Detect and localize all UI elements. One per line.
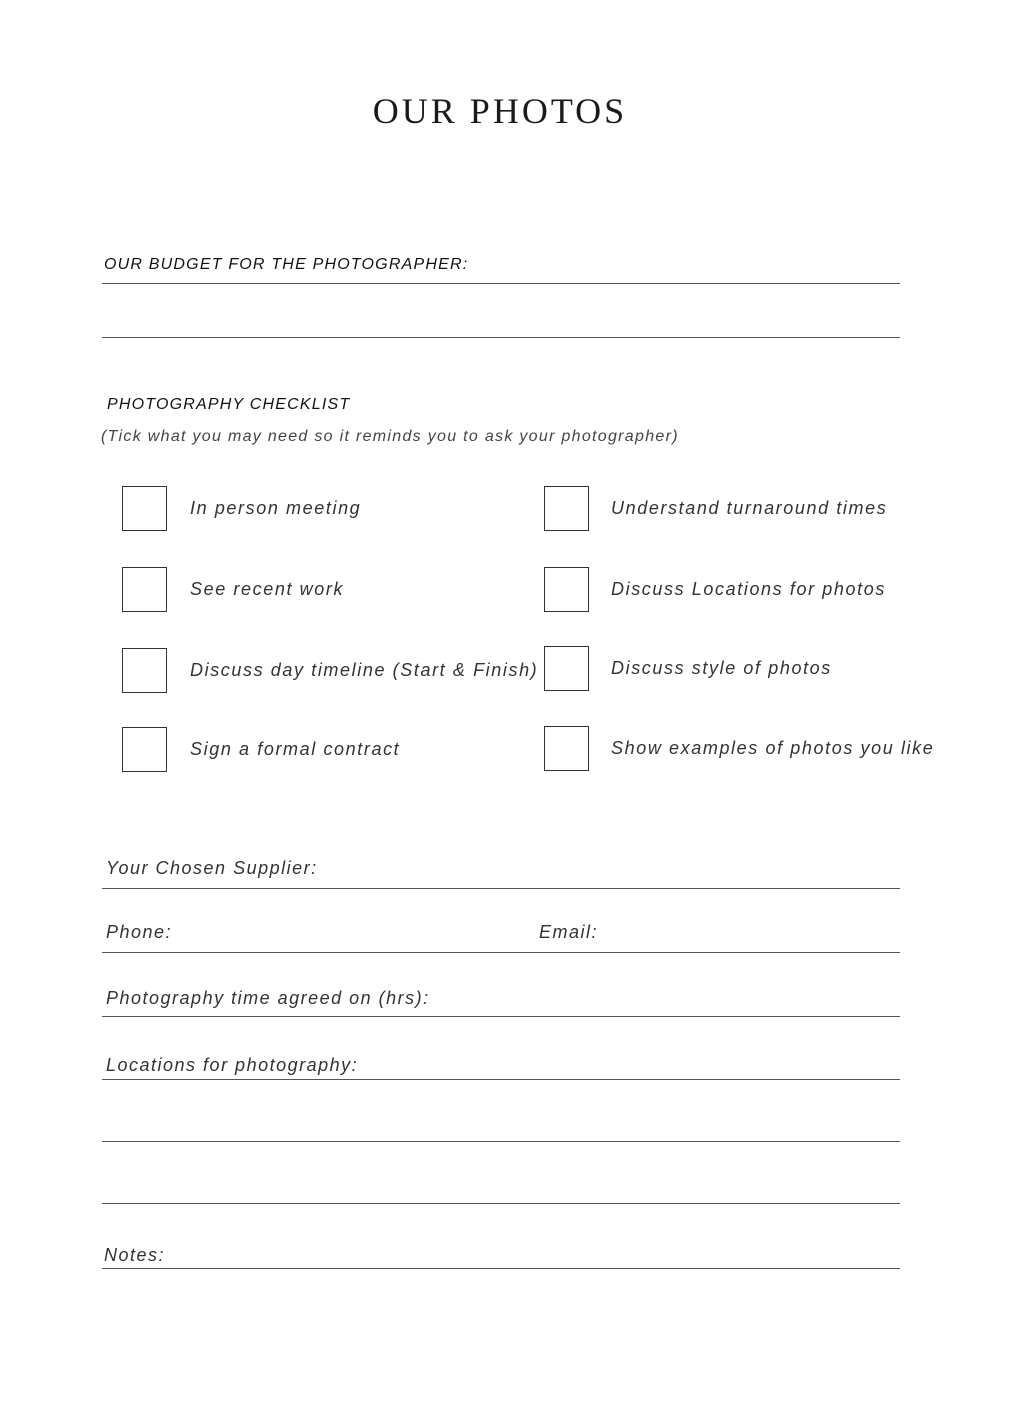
- time-agreed-label: Photography time agreed on (hrs):: [106, 988, 430, 1008]
- notes-field-line[interactable]: [102, 1268, 900, 1269]
- checkbox-discuss-locations[interactable]: [544, 567, 589, 612]
- checklist-item-label: Understand turnaround times: [611, 498, 888, 518]
- checklist-item-label: See recent work: [190, 579, 345, 599]
- checklist-item-label: In person meeting: [190, 498, 362, 518]
- page-title: OUR PHOTOS: [372, 91, 628, 131]
- budget-line-1[interactable]: [102, 283, 900, 284]
- checkbox-in-person-meeting[interactable]: [122, 486, 167, 531]
- checklist-heading: PHOTOGRAPHY CHECKLIST: [107, 396, 351, 413]
- supplier-field-line[interactable]: [102, 888, 900, 889]
- checkbox-see-recent-work[interactable]: [122, 567, 167, 612]
- supplier-label: Your Chosen Supplier:: [106, 858, 318, 878]
- checklist-item-label: Discuss Locations for photos: [611, 579, 886, 599]
- budget-label: OUR BUDGET FOR THE PHOTOGRAPHER:: [104, 256, 469, 273]
- locations-field-line-3[interactable]: [102, 1203, 900, 1204]
- checkbox-sign-formal-contract[interactable]: [122, 727, 167, 772]
- checklist-item-label: Show examples of photos you like: [611, 738, 935, 758]
- checklist-item-label: Discuss day timeline (Start & Finish): [190, 660, 539, 680]
- time-agreed-field-line[interactable]: [102, 1016, 900, 1017]
- email-label: Email:: [539, 922, 599, 942]
- checklist-item-label: Discuss style of photos: [611, 658, 832, 678]
- locations-field-line-1[interactable]: [102, 1079, 900, 1080]
- checklist-instruction: (Tick what you may need so it reminds you to ask your photographer): [101, 428, 679, 445]
- phone-label: Phone:: [106, 922, 173, 942]
- checkbox-discuss-style[interactable]: [544, 646, 589, 691]
- budget-line-2[interactable]: [102, 337, 900, 338]
- checkbox-understand-turnaround-times[interactable]: [544, 486, 589, 531]
- locations-field-line-2[interactable]: [102, 1141, 900, 1142]
- checklist-item-label: Sign a formal contract: [190, 739, 401, 759]
- locations-label: Locations for photography:: [106, 1055, 359, 1075]
- phone-email-field-line[interactable]: [102, 952, 900, 953]
- notes-label: Notes:: [104, 1245, 166, 1265]
- checkbox-show-examples[interactable]: [544, 726, 589, 771]
- checkbox-discuss-day-timeline[interactable]: [122, 648, 167, 693]
